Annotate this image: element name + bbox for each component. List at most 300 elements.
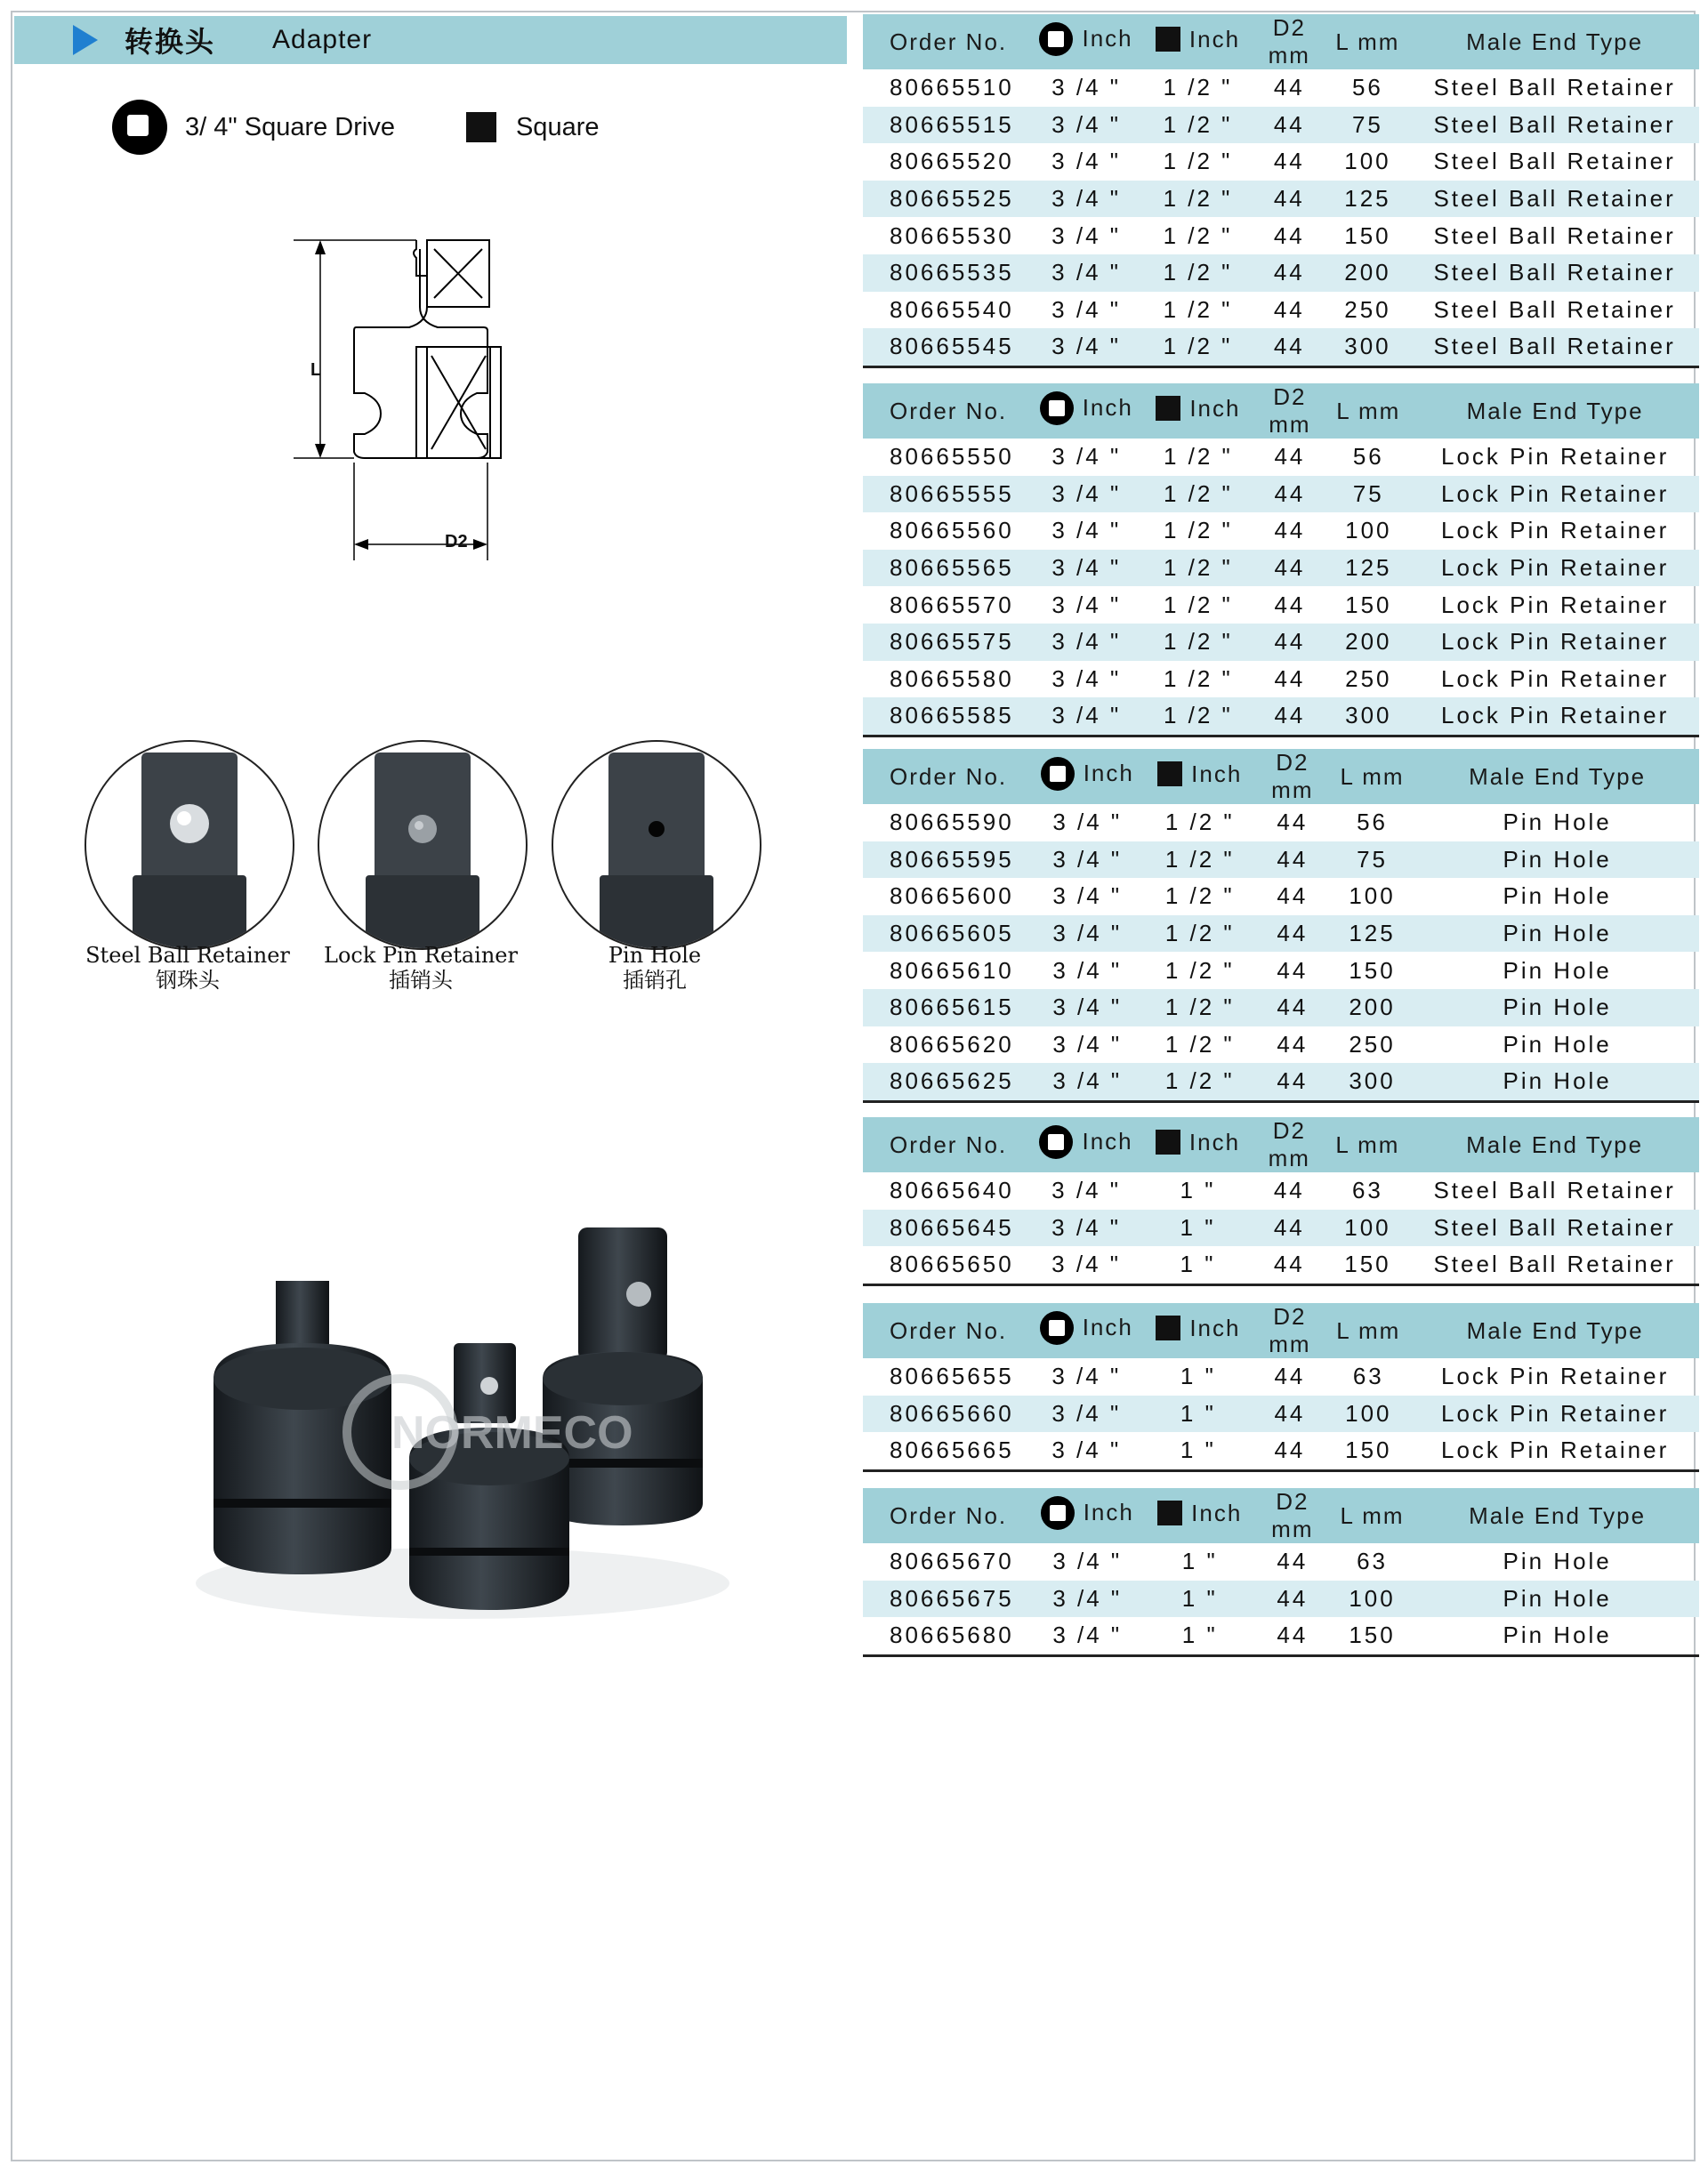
spec-table — [863, 1303, 1699, 1472]
square-icon — [1157, 761, 1182, 786]
header-l: L mm — [1325, 1303, 1411, 1358]
table-row — [863, 439, 1699, 476]
d2-value: 44 — [1274, 517, 1306, 544]
d2-value: 44 — [1253, 1432, 1325, 1470]
table-row — [863, 1543, 1699, 1581]
l-value: 150 — [1344, 221, 1391, 249]
male-end-type: Pin Hole — [1415, 1581, 1699, 1618]
product-photo — [196, 1210, 747, 1628]
l-value: 125 — [1325, 550, 1411, 587]
l-value: 250 — [1344, 295, 1391, 323]
d2-value: 44 — [1277, 882, 1309, 910]
drive-size: 3 /4 " — [1052, 809, 1123, 836]
l-value: 63 — [1351, 1177, 1383, 1204]
l-value: 100 — [1345, 517, 1392, 544]
square-size: 1 /2 " — [1144, 841, 1256, 879]
drive-size: 3 /4 " — [1051, 148, 1121, 175]
header-order-no: Order No. — [863, 14, 1030, 69]
drive-size: 3 /4 " — [1052, 882, 1123, 910]
square-icon — [466, 112, 496, 142]
header-order-no: Order No. — [863, 1303, 1030, 1358]
header-square-inch: Inch — [1142, 1117, 1253, 1172]
order-no: 80665575 — [863, 624, 1030, 661]
table-row — [863, 624, 1699, 661]
drive-size: 3 /4 " — [1030, 181, 1142, 218]
header-square-inch: Inch — [1142, 1303, 1253, 1358]
square-size: 1 /2 " — [1163, 148, 1233, 175]
steel-ball-retainer-image — [85, 740, 294, 950]
order-no: 80665640 — [890, 1177, 1014, 1204]
square-size: 1 /2 " — [1142, 181, 1253, 218]
drive-size: 3 /4 " — [1051, 1363, 1122, 1390]
table-row — [863, 1358, 1699, 1396]
male-end-type: Pin Hole — [1503, 1548, 1612, 1575]
square-size: 1 " — [1144, 1617, 1256, 1655]
header-male-end-type: Male End Type — [1415, 749, 1699, 804]
order-no: 80665550 — [890, 443, 1014, 471]
male-end-type: Lock Pin Retainer — [1441, 1363, 1670, 1390]
header-drive-inch: Inch — [1030, 14, 1142, 69]
drive-size: 3 /4 " — [1052, 1548, 1123, 1575]
square-drive-icon — [1039, 22, 1073, 56]
square-size: 1 " — [1180, 1177, 1216, 1204]
table-row — [863, 1210, 1699, 1247]
drive-size: 3 /4 " — [1052, 956, 1123, 984]
order-no: 80665680 — [863, 1617, 1031, 1655]
drive-size: 3 /4 " — [1031, 1581, 1144, 1618]
d2-value: 44 — [1253, 328, 1325, 366]
square-drive-icon — [1041, 757, 1075, 791]
table-row — [863, 143, 1699, 181]
l-value: 100 — [1344, 148, 1391, 175]
table-row — [863, 841, 1699, 879]
l-value: 63 — [1352, 1363, 1384, 1390]
l-value: 200 — [1329, 989, 1415, 1026]
square-size: 1 /2 " — [1142, 107, 1253, 144]
dimension-label-l: L — [310, 360, 322, 380]
square-size: 1 " — [1142, 1210, 1253, 1247]
drive-size: 3 /4 " — [1031, 989, 1144, 1026]
l-value: 300 — [1325, 328, 1411, 366]
table-row — [863, 697, 1699, 736]
table-row — [863, 952, 1699, 989]
drive-size: 3 /4 " — [1051, 221, 1121, 249]
order-no: 80665620 — [890, 1030, 1014, 1058]
order-no: 80665560 — [890, 517, 1014, 544]
table-row — [863, 217, 1699, 254]
d2-value: 44 — [1253, 624, 1325, 661]
l-value: 150 — [1349, 956, 1396, 984]
d2-value: 44 — [1274, 443, 1306, 471]
header-order-no: Order No. — [863, 1117, 1030, 1172]
order-no: 80665675 — [863, 1581, 1031, 1618]
male-end-type: Steel Ball Retainer — [1410, 1246, 1699, 1284]
l-value: 100 — [1329, 1581, 1415, 1618]
male-end-type: Steel Ball Retainer — [1410, 107, 1699, 144]
drive-size: 3 /4 " — [1030, 1432, 1142, 1470]
square-icon — [1156, 1130, 1180, 1155]
square-size: 1 /2 " — [1163, 74, 1233, 101]
order-no: 80665580 — [890, 664, 1014, 692]
l-value: 75 — [1325, 107, 1411, 144]
header-male-end-type: Male End Type — [1410, 1117, 1699, 1172]
d2-value: 44 — [1256, 1063, 1329, 1101]
order-no: 80665530 — [890, 221, 1014, 249]
adapter-dimension-diagram — [285, 222, 587, 569]
male-end-type: Steel Ball Retainer — [1410, 181, 1699, 218]
table-row — [863, 1432, 1699, 1470]
male-end-type: Lock Pin Retainer — [1411, 476, 1699, 513]
header-square-inch: Inch — [1144, 1488, 1256, 1543]
d2-value: 44 — [1274, 664, 1306, 692]
pin-hole-icon — [553, 742, 760, 948]
table-row — [863, 512, 1699, 550]
d2-value: 44 — [1253, 697, 1325, 736]
order-no: 80665515 — [863, 107, 1030, 144]
table-row — [863, 1396, 1699, 1433]
d2-value: 44 — [1277, 1548, 1309, 1575]
square-drive-icon — [1041, 1496, 1075, 1530]
drive-size: 3 /4 " — [1052, 1030, 1123, 1058]
header-square-inch: Inch — [1142, 14, 1253, 69]
l-value: 100 — [1349, 882, 1396, 910]
d2-value: 44 — [1273, 74, 1305, 101]
steel-ball-retainer-icon — [86, 742, 293, 948]
male-end-type: Lock Pin Retainer — [1441, 664, 1670, 692]
male-end-type: Lock Pin Retainer — [1411, 1432, 1699, 1470]
l-value: 56 — [1351, 74, 1383, 101]
square-size: 1 /2 " — [1142, 550, 1253, 587]
l-value: 300 — [1329, 1063, 1415, 1101]
pin-hole-image — [552, 740, 761, 950]
drive-size: 3 /4 " — [1031, 1063, 1144, 1101]
drive-size: 3 /4 " — [1051, 295, 1121, 323]
normeco-watermark: NORMECO — [391, 1407, 633, 1459]
header-square-inch: Inch — [1144, 749, 1256, 804]
dimension-label-d2: D2 — [445, 532, 468, 551]
square-icon — [1156, 396, 1180, 421]
order-no: 80665590 — [890, 809, 1014, 836]
male-end-type: Pin Hole — [1415, 915, 1699, 953]
male-end-type: Steel Ball Retainer — [1433, 74, 1676, 101]
header-drive-inch: Inch — [1031, 1488, 1144, 1543]
drive-size: 3 /4 " — [1030, 550, 1142, 587]
d2-value: 44 — [1253, 1396, 1325, 1433]
d2-value: 44 — [1274, 1363, 1306, 1390]
square-icon — [1156, 27, 1180, 52]
l-value: 250 — [1349, 1030, 1396, 1058]
drive-size: 3 /4 " — [1030, 254, 1142, 292]
male-end-type: Steel Ball Retainer — [1410, 254, 1699, 292]
l-value: 56 — [1352, 443, 1384, 471]
d2-value: 44 — [1253, 181, 1325, 218]
lock-pin-retainer-image — [318, 740, 528, 950]
d2-value: 44 — [1273, 1177, 1305, 1204]
header-l: L mm — [1329, 749, 1415, 804]
square-size: 1 /2 " — [1164, 882, 1235, 910]
l-value: 75 — [1329, 841, 1415, 879]
male-end-type: Lock Pin Retainer — [1441, 591, 1670, 618]
spec-table — [863, 749, 1699, 1103]
male-end-type: Lock Pin Retainer — [1411, 550, 1699, 587]
header-drive-inch: Inch — [1030, 383, 1142, 439]
male-end-type: Pin Hole — [1503, 956, 1612, 984]
table-row — [863, 1581, 1699, 1618]
d2-value: 44 — [1256, 989, 1329, 1026]
order-no: 80665545 — [863, 328, 1030, 366]
header-order-no: Order No. — [863, 383, 1030, 439]
square-size: 1 /2 " — [1163, 443, 1233, 471]
table-row — [863, 476, 1699, 513]
order-no: 80665595 — [863, 841, 1031, 879]
square-size: 1 /2 " — [1163, 591, 1233, 618]
square-drive-icon — [1039, 1125, 1073, 1159]
l-value: 100 — [1325, 1396, 1411, 1433]
l-value: 100 — [1325, 1210, 1411, 1247]
order-no: 80665655 — [890, 1363, 1014, 1390]
table-row — [863, 254, 1699, 292]
square-size: 1 /2 " — [1142, 328, 1253, 366]
drive-size: 3 /4 " — [1051, 74, 1121, 101]
lock-pin-retainer-icon — [319, 742, 526, 948]
square-size: 1 /2 " — [1163, 517, 1233, 544]
d2-value: 44 — [1253, 550, 1325, 587]
square-size: 1 /2 " — [1142, 476, 1253, 513]
male-end-type: Lock Pin Retainer — [1441, 443, 1670, 471]
male-end-type: Steel Ball Retainer — [1410, 1210, 1699, 1247]
header-square-inch: Inch — [1142, 383, 1253, 439]
header-l: L mm — [1329, 1488, 1415, 1543]
title-chinese: 转换头 — [125, 25, 216, 59]
order-no: 80665555 — [863, 476, 1030, 513]
table-row — [863, 69, 1699, 107]
square-size: 1 /2 " — [1164, 956, 1235, 984]
order-no: 80665625 — [863, 1063, 1031, 1101]
order-no: 80665610 — [890, 956, 1014, 984]
male-end-type: Lock Pin Retainer — [1411, 624, 1699, 661]
male-end-type: Pin Hole — [1415, 1063, 1699, 1101]
d2-value: 44 — [1256, 1617, 1329, 1655]
spec-table — [863, 1117, 1699, 1286]
male-end-type: Lock Pin Retainer — [1441, 517, 1670, 544]
header-drive-inch: Inch — [1030, 1303, 1142, 1358]
caption-steel-ball: Steel Ball Retainer 钢珠头 — [85, 943, 290, 993]
table-row — [863, 1026, 1699, 1064]
order-no: 80665520 — [890, 148, 1014, 175]
order-no: 80665540 — [890, 295, 1014, 323]
square-size: 1 " — [1144, 1581, 1256, 1618]
d2-value: 44 — [1277, 1030, 1309, 1058]
header-order-no: Order No. — [863, 749, 1031, 804]
table-row — [863, 586, 1699, 624]
male-end-type: Pin Hole — [1415, 1617, 1699, 1655]
drive-size: 3 /4 " — [1031, 915, 1144, 953]
square-icon — [1156, 1316, 1180, 1340]
section-header — [14, 16, 847, 64]
d2-value: 44 — [1277, 809, 1309, 836]
header-drive-inch: Inch — [1031, 749, 1144, 804]
l-value: 300 — [1325, 697, 1411, 736]
order-no: 80665605 — [863, 915, 1031, 953]
male-end-type: Steel Ball Retainer — [1433, 221, 1676, 249]
l-value: 150 — [1329, 1617, 1415, 1655]
square-size: 1 /2 " — [1142, 254, 1253, 292]
square-size: 1 /2 " — [1163, 295, 1233, 323]
order-no: 80665650 — [863, 1246, 1030, 1284]
order-no: 80665670 — [890, 1548, 1014, 1575]
d2-value: 44 — [1253, 1210, 1325, 1247]
drive-size: 3 /4 " — [1030, 328, 1142, 366]
table-row — [863, 878, 1699, 915]
square-size: 1 /2 " — [1163, 221, 1233, 249]
square-size: 1 /2 " — [1142, 697, 1253, 736]
l-value: 200 — [1325, 624, 1411, 661]
d2-value: 44 — [1256, 915, 1329, 953]
square-size: 1 /2 " — [1144, 915, 1256, 953]
drive-size: 3 /4 " — [1030, 1246, 1142, 1284]
drive-size: 3 /4 " — [1030, 697, 1142, 736]
d2-value: 44 — [1256, 841, 1329, 879]
l-value: 75 — [1325, 476, 1411, 513]
drive-size: 3 /4 " — [1031, 841, 1144, 879]
square-size: 1 /2 " — [1142, 624, 1253, 661]
header-d2: D2 mm — [1256, 749, 1329, 804]
l-value: 56 — [1357, 809, 1388, 836]
header-l: L mm — [1325, 1117, 1411, 1172]
header-d2: D2 mm — [1253, 14, 1325, 69]
table-row — [863, 661, 1699, 698]
order-no: 80665570 — [890, 591, 1014, 618]
drive-size: 3 /4 " — [1051, 1177, 1121, 1204]
male-end-type: Pin Hole — [1503, 809, 1612, 836]
header-d2: D2 mm — [1253, 1117, 1325, 1172]
order-no: 80665510 — [890, 74, 1014, 101]
square-size: 1 /2 " — [1144, 1063, 1256, 1101]
drive-size: 3 /4 " — [1030, 1396, 1142, 1433]
drive-size: 3 /4 " — [1030, 1210, 1142, 1247]
l-value: 250 — [1345, 664, 1392, 692]
header-male-end-type: Male End Type — [1415, 1488, 1699, 1543]
order-no: 80665600 — [890, 882, 1014, 910]
order-no: 80665660 — [863, 1396, 1030, 1433]
d2-value: 44 — [1253, 1246, 1325, 1284]
header-d2: D2 mm — [1256, 1488, 1329, 1543]
header-male-end-type: Male End Type — [1411, 1303, 1699, 1358]
play-arrow-icon — [73, 25, 98, 55]
drive-size: 3 /4 " — [1030, 476, 1142, 513]
table-row — [863, 1246, 1699, 1284]
header-d2: D2 mm — [1253, 1303, 1325, 1358]
square-drive-icon — [1040, 391, 1074, 425]
l-value: 200 — [1325, 254, 1411, 292]
l-value: 150 — [1325, 1432, 1411, 1470]
header-l: L mm — [1325, 14, 1411, 69]
male-end-type: Steel Ball Retainer — [1433, 148, 1676, 175]
table-row — [863, 915, 1699, 953]
order-no: 80665525 — [863, 181, 1030, 218]
header-male-end-type: Male End Type — [1410, 14, 1699, 69]
male-end-type: Steel Ball Retainer — [1410, 328, 1699, 366]
male-end-type: Steel Ball Retainer — [1433, 295, 1676, 323]
order-no: 80665585 — [863, 697, 1030, 736]
d2-value: 44 — [1274, 591, 1306, 618]
drive-size: 3 /4 " — [1051, 443, 1122, 471]
header-l: L mm — [1325, 383, 1411, 439]
caption-lock-pin: Lock Pin Retainer 插销头 — [324, 943, 518, 993]
drive-size: 3 /4 " — [1051, 664, 1122, 692]
male-end-type: Pin Hole — [1503, 1030, 1612, 1058]
spec-table — [863, 383, 1699, 737]
order-no: 80665535 — [863, 254, 1030, 292]
male-end-type: Pin Hole — [1415, 989, 1699, 1026]
square-size: 1 /2 " — [1164, 809, 1235, 836]
l-value: 125 — [1329, 915, 1415, 953]
d2-value: 44 — [1256, 1581, 1329, 1618]
l-value: 150 — [1345, 591, 1392, 618]
square-size: 1 /2 " — [1164, 1030, 1235, 1058]
drive-size: 3 /4 " — [1030, 624, 1142, 661]
d2-value: 44 — [1273, 148, 1305, 175]
l-value: 150 — [1325, 1246, 1411, 1284]
header-order-no: Order No. — [863, 1488, 1031, 1543]
male-end-type: Lock Pin Retainer — [1411, 697, 1699, 736]
drive-size: 3 /4 " — [1051, 591, 1122, 618]
table-row — [863, 292, 1699, 329]
square-size: 1 /2 " — [1163, 664, 1233, 692]
order-no: 80665565 — [863, 550, 1030, 587]
table-row — [863, 1172, 1699, 1210]
square-size: 1 " — [1142, 1432, 1253, 1470]
title-english: Adapter — [272, 25, 373, 54]
table-row — [863, 107, 1699, 144]
square-icon — [1157, 1501, 1182, 1525]
square-size: 1 " — [1142, 1246, 1253, 1284]
table-row — [863, 1617, 1699, 1655]
spec-table — [863, 1488, 1699, 1657]
table-row — [863, 328, 1699, 366]
table-row — [863, 1063, 1699, 1101]
d2-value: 44 — [1273, 295, 1305, 323]
male-end-type: Lock Pin Retainer — [1411, 1396, 1699, 1433]
legend — [112, 100, 599, 155]
male-end-type: Pin Hole — [1503, 882, 1612, 910]
male-end-type: Steel Ball Retainer — [1433, 1177, 1676, 1204]
square-size: 1 " — [1181, 1548, 1218, 1575]
header-male-end-type: Male End Type — [1411, 383, 1699, 439]
d2-value: 44 — [1253, 254, 1325, 292]
table-row — [863, 550, 1699, 587]
legend-square: Square — [515, 112, 600, 141]
table-row — [863, 181, 1699, 218]
drive-size: 3 /4 " — [1051, 517, 1122, 544]
caption-pin-hole: Pin Hole 插销孔 — [608, 943, 702, 993]
l-value: 63 — [1357, 1548, 1388, 1575]
spec-table — [863, 14, 1699, 368]
l-value: 125 — [1325, 181, 1411, 218]
table-row — [863, 804, 1699, 841]
order-no: 80665615 — [863, 989, 1031, 1026]
order-no: 80665645 — [863, 1210, 1030, 1247]
d2-value: 44 — [1253, 107, 1325, 144]
square-drive-icon — [112, 100, 167, 155]
d2-value: 44 — [1273, 221, 1305, 249]
legend-square-drive: 3/ 4" Square Drive — [185, 112, 395, 141]
square-size: 1 /2 " — [1144, 989, 1256, 1026]
d2-value: 44 — [1277, 956, 1309, 984]
drive-size: 3 /4 " — [1030, 107, 1142, 144]
drive-size: 3 /4 " — [1031, 1617, 1144, 1655]
square-size: 1 " — [1142, 1396, 1253, 1433]
